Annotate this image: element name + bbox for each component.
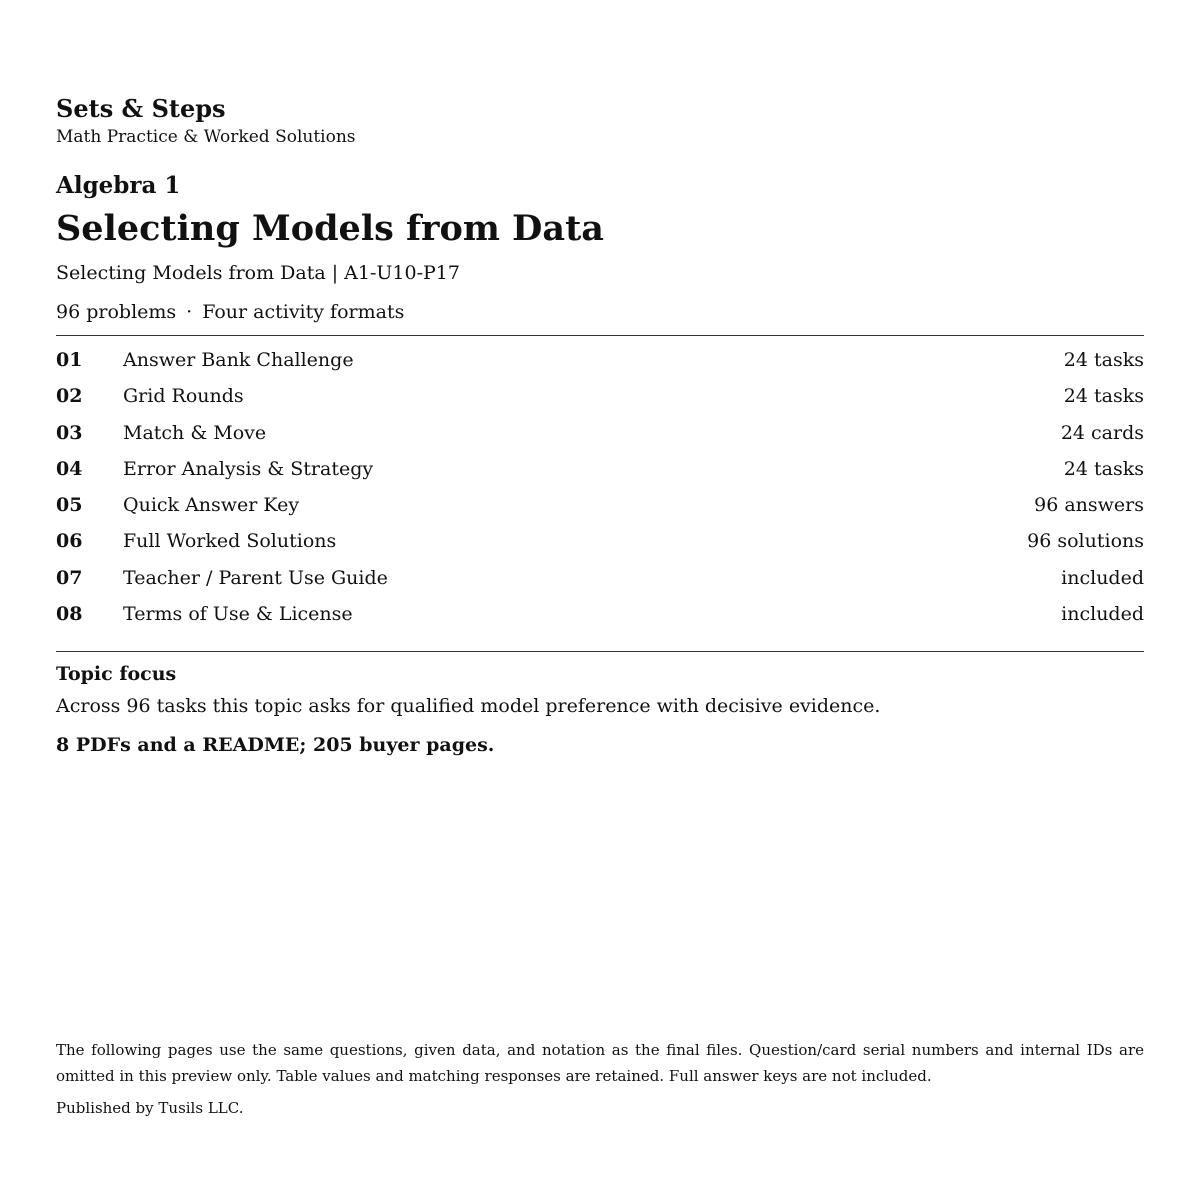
files-note: 8 PDFs and a README; 205 buyer pages. bbox=[56, 734, 495, 756]
contents-row bbox=[56, 487, 1144, 523]
contents-list bbox=[56, 342, 1144, 632]
item-name: Full Worked Solutions bbox=[123, 530, 337, 553]
item-count: 24 tasks bbox=[1063, 349, 1144, 371]
item-name: Answer Bank Challenge bbox=[123, 349, 354, 371]
item-count: 24 tasks bbox=[1063, 385, 1144, 408]
item-name: Error Analysis & Strategy bbox=[123, 457, 374, 480]
item-count: 96 solutions bbox=[1027, 530, 1144, 553]
item-number: 08 bbox=[56, 603, 83, 626]
item-count: included bbox=[1061, 566, 1144, 589]
summary-line bbox=[56, 298, 404, 326]
preview-notice: The following pages use the same questions, given data, and notation as the final files. Question/card serial numbers and internal IDs are omitted in this preview only. Table values and matching responses are retained. Full answer keys are not included. bbox=[56, 1041, 1144, 1085]
brand-title: Sets & Steps bbox=[56, 94, 226, 123]
topic-focus-text: Across 96 tasks this topic asks for qualified model preference with decisive evidence. bbox=[56, 695, 881, 717]
topic-focus-heading: Topic focus bbox=[56, 663, 177, 685]
item-number: 07 bbox=[56, 566, 83, 589]
item-name: Terms of Use & License bbox=[123, 603, 353, 626]
item-name: Teacher / Parent Use Guide bbox=[123, 566, 388, 589]
item-number: 02 bbox=[56, 385, 83, 408]
contents-row bbox=[56, 596, 1144, 632]
document-page bbox=[56, 0, 1144, 1200]
contents-row bbox=[56, 451, 1144, 487]
item-name: Grid Rounds bbox=[123, 385, 244, 408]
contents-row bbox=[56, 342, 1144, 378]
item-count: 96 answers bbox=[1034, 494, 1144, 517]
item-number: 05 bbox=[56, 494, 83, 517]
item-count: 24 cards bbox=[1060, 421, 1144, 444]
divider-middle bbox=[56, 651, 1144, 652]
format-count: Four activity formats bbox=[202, 301, 405, 323]
document-code-line: Selecting Models from Data | A1-U10-P17 bbox=[56, 262, 460, 284]
item-number: 06 bbox=[56, 530, 83, 553]
summary-separator: · bbox=[186, 301, 193, 323]
publisher-line: Published by Tusils LLC. bbox=[56, 1099, 244, 1117]
item-number: 03 bbox=[56, 421, 83, 444]
contents-row bbox=[56, 378, 1144, 414]
course-name: Algebra 1 bbox=[56, 172, 181, 199]
item-name: Match & Move bbox=[123, 421, 267, 444]
item-count: 24 tasks bbox=[1063, 457, 1144, 480]
item-name: Quick Answer Key bbox=[123, 494, 300, 517]
contents-row bbox=[56, 523, 1144, 559]
item-number: 04 bbox=[56, 457, 83, 480]
problem-count: 96 problems bbox=[56, 301, 177, 323]
contents-row bbox=[56, 415, 1144, 451]
item-number: 01 bbox=[56, 349, 83, 371]
item-count: included bbox=[1061, 603, 1144, 626]
divider-top bbox=[56, 335, 1144, 336]
brand-subtitle: Math Practice & Worked Solutions bbox=[56, 127, 356, 147]
page-title: Selecting Models from Data bbox=[56, 208, 604, 249]
contents-row bbox=[56, 560, 1144, 596]
